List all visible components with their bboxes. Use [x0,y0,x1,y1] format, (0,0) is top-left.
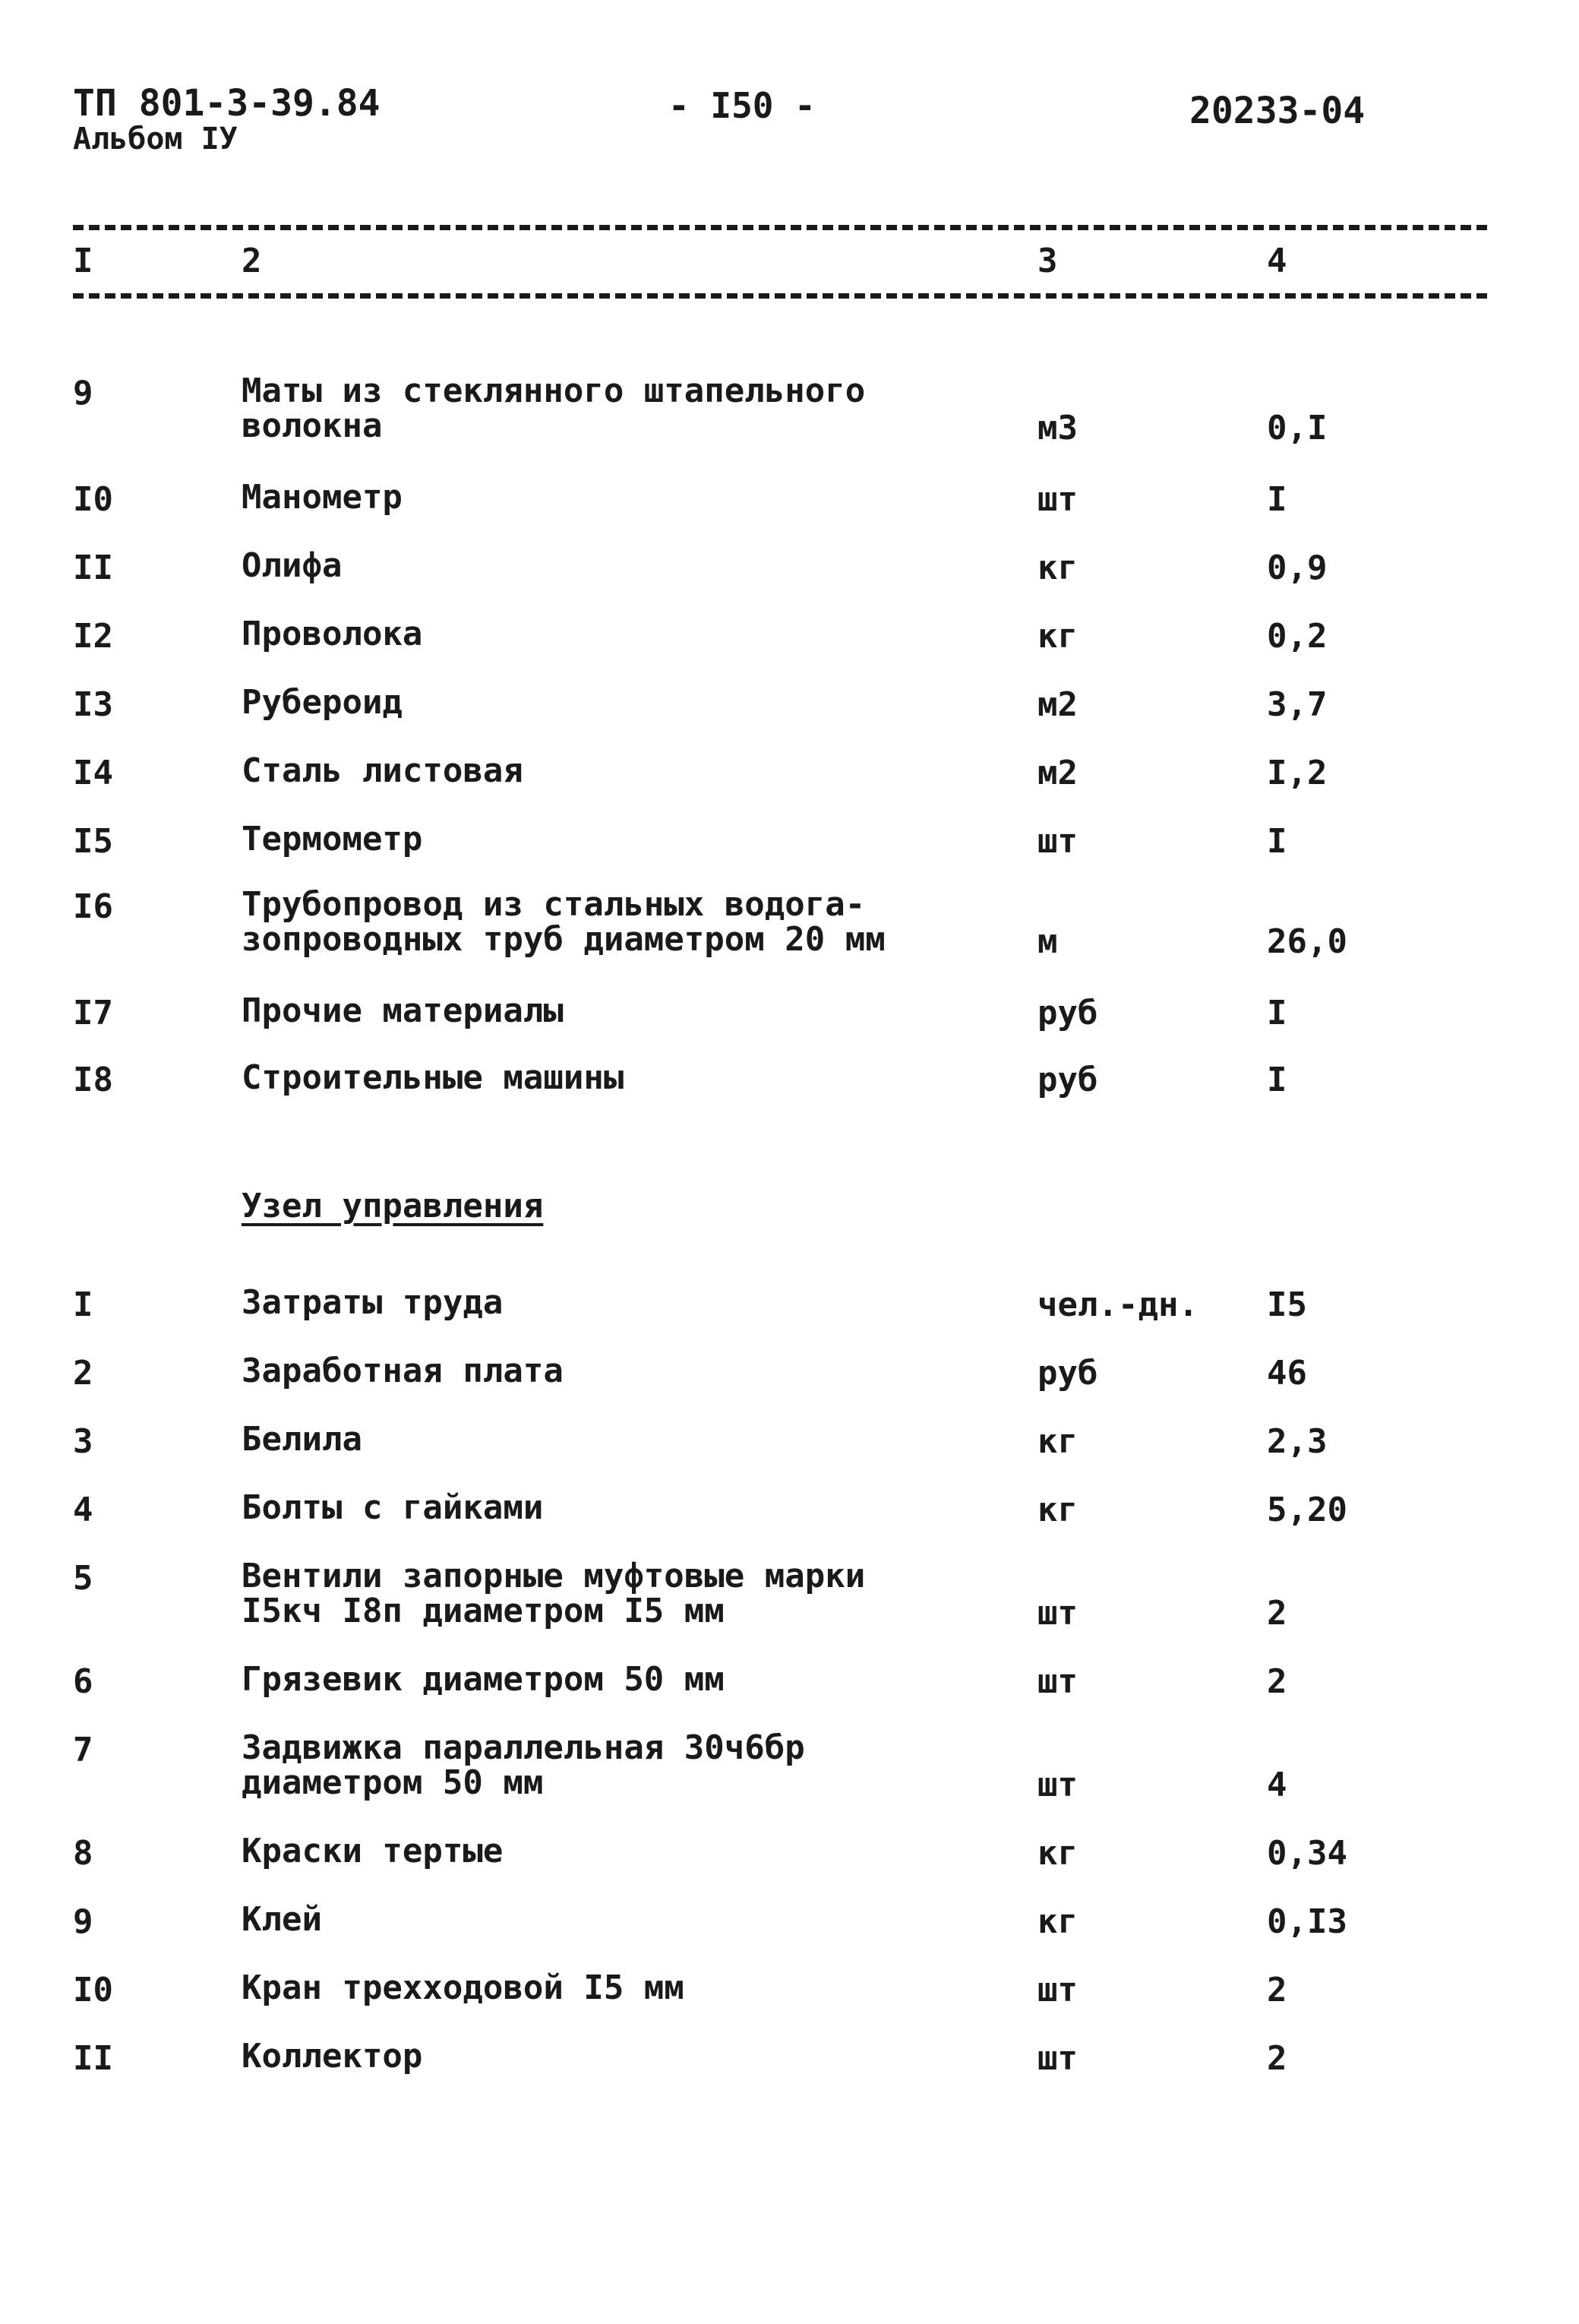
item-name-line: Трубопровод из стальных водога- [242,885,866,924]
unit: шт [1037,1766,1078,1804]
item-name-line: волокна [242,406,383,445]
quantity: 2 [1267,1662,1287,1701]
item-name-line: Краски тертые [242,1832,504,1870]
quantity: 2 [1267,2039,1287,2078]
item-name-line: Грязевик диаметром 50 мм [242,1660,725,1699]
row-number: I5 [73,822,113,861]
item-name [242,887,886,957]
unit: руб [1037,994,1098,1032]
unit: кг [1037,1491,1078,1529]
unit: шт [1037,480,1078,519]
row-number: I8 [73,1061,113,1099]
row-number: 3 [73,1422,93,1461]
quantity: 3,7 [1267,685,1328,724]
item-name-line: I5кч I8п диаметром I5 мм [242,1592,725,1630]
item-name-line: Манометр [242,478,403,517]
quantity: 2 [1267,1971,1287,2009]
item-name-line: Кран трехходовой I5 мм [242,1968,684,2007]
unit: руб [1037,1354,1098,1393]
table-header-bottom-rule [73,293,1487,299]
item-name [242,1354,564,1389]
item-name-line: Прочие материалы [242,991,564,1030]
quantity: 26,0 [1267,922,1347,961]
quantity: I [1267,480,1287,519]
item-name [242,546,343,585]
item-name [242,1834,503,1869]
quantity: 0,I3 [1267,1902,1347,1941]
unit: м3 [1037,409,1078,447]
unit: кг [1037,549,1078,587]
item-name-line: Затраты труда [242,1283,504,1322]
item-name-line: Коллектор [242,2037,423,2076]
item-name [242,685,403,720]
unit: м2 [1037,685,1078,724]
column-header-4: 4 [1267,242,1287,280]
table-header-top-rule [73,225,1487,230]
row-number: 9 [73,1902,93,1941]
quantity: 46 [1267,1354,1307,1393]
item-name [242,751,523,790]
item-name-line: зопроводных труб диаметром 20 мм [242,920,886,959]
row-number: II [73,2039,113,2078]
item-name-line: Заработная плата [242,1352,564,1390]
unit: шт [1037,1971,1078,2009]
unit: шт [1037,1662,1078,1701]
row-number: I2 [73,617,113,656]
unit: шт [1037,2039,1078,2078]
unit: кг [1037,1422,1078,1461]
unit: м [1037,922,1058,961]
quantity: 2 [1267,1594,1287,1633]
item-name-line: Термометр [242,820,423,858]
quantity: I [1267,994,1287,1032]
quantity: 0,9 [1267,549,1328,587]
item-name [242,2039,422,2074]
unit: шт [1037,822,1078,861]
item-name-line: Задвижка параллельная 30ч6бр [242,1728,805,1767]
item-name-line: Сталь листовая [242,751,523,790]
item-name-line: Белила [242,1420,362,1459]
row-number: I6 [73,887,113,926]
item-name-line: Клей [242,1900,322,1939]
item-name [242,1422,362,1457]
quantity: 0,I [1267,409,1328,447]
item-name [242,374,865,444]
row-number: I3 [73,685,113,724]
item-name-line: Вентили запорные муфтовые марки [242,1557,866,1595]
quantity: I [1267,1061,1287,1099]
item-name-line: Маты из стеклянного штапельного [242,372,866,410]
quantity: 2,3 [1267,1422,1328,1461]
unit: кг [1037,1902,1078,1941]
item-name [242,1902,322,1937]
row-number: 7 [73,1731,93,1769]
item-name-line: Строительные машины [242,1058,624,1097]
item-name [242,1968,684,2007]
project-code: ТП 801-3-39.84 [73,82,381,125]
row-number: 4 [73,1491,93,1529]
item-name [242,822,422,857]
row-number: 2 [73,1354,93,1393]
item-name [242,991,564,1030]
item-name [242,617,422,652]
item-name [242,1662,725,1697]
unit: шт [1037,1594,1078,1633]
quantity: 5,20 [1267,1491,1347,1529]
row-number: I4 [73,754,113,792]
document-number: 20233-04 [1189,90,1366,132]
item-name-line: Олифа [242,546,343,585]
section-title: Узел управления [242,1187,544,1225]
item-name-line: Болты с гайками [242,1488,544,1527]
column-header-2: 2 [242,242,262,280]
item-name [242,1728,805,1802]
item-name [242,480,403,515]
unit: кг [1037,1834,1078,1873]
row-number: I [73,1285,93,1324]
row-number: I0 [73,1971,113,2009]
unit: руб [1037,1061,1098,1099]
row-number: 9 [73,374,93,413]
column-header-3: 3 [1037,242,1058,280]
unit: кг [1037,617,1078,656]
unit: чел.-дн. [1037,1285,1198,1324]
item-name-line: Рубероид [242,683,403,722]
unit: м2 [1037,754,1078,792]
quantity: 0,34 [1267,1834,1347,1873]
item-name [242,1559,865,1629]
quantity: I [1267,822,1287,861]
row-number: I0 [73,480,113,519]
row-number: 5 [73,1559,93,1598]
quantity: 0,2 [1267,617,1328,656]
album-label: Альбом IУ [73,122,238,157]
item-name-line: диаметром 50 мм [242,1763,544,1802]
quantity: I,2 [1267,754,1328,792]
quantity: 4 [1267,1766,1287,1804]
row-number: I7 [73,994,113,1032]
quantity: I5 [1267,1285,1307,1324]
row-number: 6 [73,1662,93,1701]
page-number: - I50 - [668,85,816,126]
item-name [242,1488,544,1527]
row-number: 8 [73,1834,93,1873]
row-number: II [73,549,113,587]
item-name [242,1058,624,1097]
item-name [242,1285,503,1320]
item-name-line: Проволока [242,615,423,653]
column-header-1: I [73,242,93,280]
